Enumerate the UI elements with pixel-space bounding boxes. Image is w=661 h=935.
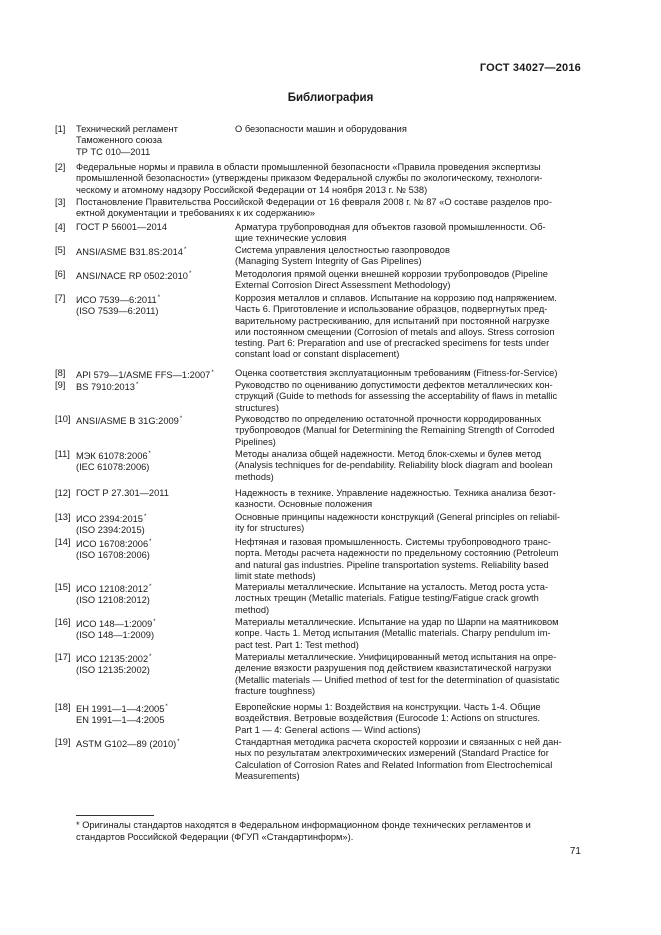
entry-title	[235, 582, 582, 616]
entry-text-line: ческому и атомному надзору Российской Федерации от 14 ноября 2013 г. № 538)	[76, 184, 428, 195]
entry-standard	[76, 124, 232, 158]
entry-title	[235, 368, 582, 379]
entry-title	[235, 245, 582, 268]
entry-title-line: Основные принципы надежности конструкций (General principles on reliabil-	[235, 512, 561, 522]
footnote-line: * Оригиналы стандартов находятся в Федеральном информационном фонде технических регламентов и	[76, 820, 531, 830]
standard-designation: (ISO 7539—6:2011)	[76, 306, 159, 317]
standard-designation: (ISO 148—1:2009)	[76, 630, 155, 641]
footnote-marker: *	[157, 295, 161, 301]
entry-title-line: methods)	[235, 471, 274, 482]
entry-title-line: О безопасности машин и оборудования	[235, 124, 407, 134]
standard-designation: Технический регламент	[76, 124, 178, 134]
entry-title-line: казности. Основные положения	[235, 499, 373, 510]
standard-designation: BS 7910:2013	[76, 382, 135, 393]
entry-number: [18]	[55, 702, 71, 712]
entry-title-line: Part 1 — 4: General actions — Wind actions)	[235, 724, 421, 735]
standard-designation: EN 1991—1—4:2005	[76, 715, 165, 726]
entry-title	[235, 537, 582, 582]
entry-title-line: (Metallic materials — Unified method of test for the determination of quasistatic	[235, 674, 560, 685]
footnote-marker: *	[165, 704, 168, 710]
footnote-marker: *	[179, 416, 183, 422]
entry-number: [16]	[55, 617, 71, 627]
entry-title-line: structures)	[235, 402, 279, 413]
standard-designation: ANSI/ASME B 31G:2009	[76, 416, 179, 427]
entry-title-line: Материалы металлические. Унифицированный метод испытания на опре-	[235, 652, 557, 662]
entry-title-line: порта. Методы расчета надежности по предельному состоянию (Petroleum	[235, 548, 559, 559]
entry-title-line: Руководство по определению остаточной прочности корродированных	[235, 414, 542, 424]
document-code: ГОСТ 34027—2016	[479, 62, 581, 74]
entry-standard	[76, 488, 232, 499]
entry-title	[235, 488, 582, 511]
entry-number: [9]	[55, 380, 66, 390]
entry-standard	[76, 222, 232, 233]
standard-designation: ТР ТС 010—2011	[76, 146, 151, 157]
standard-designation: Таможенного союза	[76, 135, 162, 146]
standard-designation: ИСО 12108:2012	[76, 584, 149, 595]
entry-number: [1]	[55, 124, 66, 134]
footnote-marker: *	[153, 619, 156, 625]
entry-standard	[76, 617, 232, 642]
entry-title	[235, 124, 582, 135]
standard-designation: ИСО 7539—6:2011	[76, 295, 157, 306]
entry-title-line: варительному растрескиванию, для испытаний при постоянной нагрузке	[235, 315, 550, 326]
entry-title-line: воздействия. Ветровые воздействия (Eurocode 1: Actions on structures.	[235, 713, 541, 724]
entry-title-line: Европейские нормы 1: Воздействия на конструкции. Часть 1-4. Общие	[235, 702, 541, 712]
entry-number: [4]	[55, 222, 66, 232]
entry-title-line: копре. Часть 1. Метод испытания (Metallic materials. Charpy pendulum im-	[235, 628, 551, 639]
entry-title-line: Pipelines)	[235, 436, 276, 447]
footnote-marker: *	[149, 539, 152, 545]
standard-designation: (ISO 2394:2015)	[76, 525, 145, 536]
entry-title-line: and natural gas industries. Pipeline transportation systems. Reliability based	[235, 559, 549, 570]
entry-text-line: Федеральные нормы и правила в области промышленной безопасности «Правила проведения экспертизы	[76, 162, 541, 172]
entry-title-line: (Managing System Integrity of Gas Pipelines)	[235, 256, 422, 267]
entry-title-line: Методы анализа общей надежности. Метод блок-схемы и булев метод	[235, 449, 542, 459]
standard-designation: (ISO 16708:2006)	[76, 550, 150, 561]
entry-title-line: Стандартная методика расчета скоростей коррозии и связанных с ней дан-	[235, 737, 562, 747]
entry-title-line: Calculation of Corrosion Rates and Related Information from Electrochemical	[235, 759, 553, 770]
entry-standard	[76, 702, 232, 727]
entry-title-line: Материалы металлические. Испытание на усталость. Метод роста уста-	[235, 582, 549, 592]
page-number: 71	[569, 846, 581, 857]
standard-designation: (ISO 12108:2012)	[76, 595, 150, 606]
standard-designation: ANSI/NACE RP 0502:2010	[76, 271, 188, 282]
page-title: Библиография	[287, 92, 374, 104]
entry-title-line: limit state methods)	[235, 570, 316, 581]
footnote-marker: *	[135, 382, 139, 388]
entry-text-line: Постановление Правительства Российской Федерации от 16 февраля 2008 г. № 87 «О составе разделов про-	[76, 197, 552, 207]
entry-title	[235, 737, 582, 782]
entry-title	[235, 512, 582, 535]
entry-title-line: лостных трещин (Metallic materials. Fatigue testing/Fatigue crack growth	[235, 593, 539, 604]
standard-designation: ГОСТ Р 27.301—2011	[76, 488, 169, 498]
entry-title	[235, 652, 582, 697]
entry-title-line: Коррозия металлов и сплавов. Испытание на коррозию под напряжением.	[235, 293, 557, 303]
footnote-marker: *	[183, 247, 187, 253]
entry-standard	[76, 293, 232, 318]
entry-title	[235, 702, 582, 736]
entry-number: [12]	[55, 488, 71, 498]
entry-title-line: трубопроводов (Manual for Determining the Remaining Strength of Corroded	[235, 425, 555, 436]
entry-title-line: pact test. Part 1: Test method)	[235, 639, 359, 650]
entry-title	[235, 293, 582, 361]
entry-title	[235, 380, 582, 414]
entry-number: [17]	[55, 652, 71, 662]
entry-number: [14]	[55, 537, 71, 547]
standard-designation: ЕН 1991—1—4:2005	[76, 704, 165, 715]
entry-title	[235, 269, 582, 292]
entry-title-line: Оценка соответствия эксплуатационным требованиям (Fitness-for-Service)	[235, 368, 558, 378]
entry-text-line: ектной документации и требованиях к их содержанию»	[76, 208, 316, 219]
entry-title-line: (Analysis techniques for de-pendability. Reliability block diagram and boolean	[235, 460, 553, 471]
standard-designation: ИСО 2394:2015	[76, 514, 143, 525]
entry-title-line: fracture toughness)	[235, 685, 316, 696]
standard-designation: ИСО 12135:2002	[76, 654, 149, 665]
entry-title-line: Арматура трубопроводная для объектов газовой промышленности. Об-	[235, 222, 546, 232]
entry-title-line: Система управления целостностью газопроводов	[235, 245, 450, 255]
entry-title	[235, 222, 582, 245]
entry-title-line: деление вязкости разрушения под действием квазистатической нагрузки	[235, 663, 552, 674]
entry-number: [2]	[55, 162, 66, 172]
entry-number: [10]	[55, 414, 71, 424]
standard-designation: ИСО 148—1:2009	[76, 619, 153, 630]
footnote-divider	[76, 815, 154, 816]
entry-title-line: method)	[235, 604, 270, 615]
entry-number: [5]	[55, 245, 66, 255]
entry-title-line: ity for structures)	[235, 523, 305, 534]
standard-designation: ASTM G102—89 (2010)	[76, 739, 177, 750]
footnote-marker: *	[149, 654, 152, 660]
standard-designation: ANSI/ASME B31.8S:2014	[76, 247, 183, 258]
entry-standard	[76, 582, 232, 607]
entry-number: [3]	[55, 197, 66, 207]
standard-designation: ИСО 16708:2006	[76, 539, 149, 550]
entry-standard	[76, 652, 232, 677]
standard-designation: API 579—1/ASME FFS—1:2007	[76, 370, 211, 381]
footnote-marker: *	[143, 514, 147, 520]
footnote-marker: *	[177, 739, 180, 745]
standard-designation: (IEC 61078:2006)	[76, 462, 150, 473]
entry-standard	[76, 512, 232, 537]
entry-title-line: Нефтяная и газовая промышленность. Системы трубопроводного транс-	[235, 537, 551, 547]
standard-designation: (ISO 12135:2002)	[76, 665, 150, 676]
entry-title-line: или постоянном смещении (Corrosion of metals and alloys. Stress corrosion	[235, 326, 555, 337]
standard-designation: ГОСТ Р 56001—2014	[76, 222, 168, 232]
footnote-marker: *	[149, 584, 152, 590]
entry-title-line: струкций (Guide to methods for assessing the acceptability of flaws in metallic	[235, 391, 558, 402]
footnote-marker: *	[188, 271, 192, 277]
entry-title-line: ных по результатам электрохимических измерений (Standard Practice for	[235, 748, 549, 759]
entry-title-line: Руководство по оцениванию допустимости дефектов металлических кон-	[235, 380, 553, 390]
entry-title-line: Материалы металлические. Испытание на удар по Шарпи на маятниковом	[235, 617, 559, 627]
entry-text	[76, 197, 582, 220]
entry-title	[235, 617, 582, 651]
entry-standard	[76, 414, 232, 427]
entry-title-line: testing. Part 6: Preparation and use of precracked specimens for tests under	[235, 338, 550, 348]
entry-number: [6]	[55, 269, 66, 279]
entry-title-line: Часть 6. Приготовление и использование образцов, подвергнутых пред-	[235, 304, 548, 315]
entry-number: [7]	[55, 293, 66, 303]
entry-title-line: constant load or constant displacement)	[235, 349, 400, 360]
entry-title-line: щие технические условия	[235, 233, 347, 244]
entry-standard	[76, 245, 232, 258]
entry-number: [8]	[55, 368, 66, 378]
entry-text	[76, 162, 582, 196]
entry-number: [13]	[55, 512, 71, 522]
footnote-line: стандартов Российской Федерации (ФГУП «Стандартинформ»).	[76, 831, 354, 842]
entry-standard	[76, 537, 232, 562]
entry-standard	[76, 449, 232, 474]
footnote-marker: *	[148, 451, 151, 457]
entry-standard	[76, 380, 232, 393]
entry-title	[235, 449, 582, 483]
entry-number: [11]	[55, 449, 70, 459]
entry-number: [19]	[55, 737, 71, 747]
entry-standard	[76, 737, 232, 750]
entry-standard	[76, 269, 232, 282]
entry-title-line: Надежность в технике. Управление надежностью. Техника анализа безот-	[235, 488, 556, 498]
entry-title-line: Методология прямой оценки внешней коррозии трубопроводов (Pipeline	[235, 269, 548, 279]
entry-text-line: промышленной безопасности» (утверждены приказом Федеральной службы по экологическому, технологи-	[76, 173, 543, 184]
standard-designation: МЭК 61078:2006	[76, 451, 148, 462]
entry-title-line: External Corrosion Direct Assessment Methodology)	[235, 280, 451, 291]
entry-title-line: Measurements)	[235, 770, 300, 781]
entry-title	[235, 414, 582, 448]
footnote-marker: *	[211, 370, 214, 376]
footnote	[76, 820, 582, 843]
entry-number: [15]	[55, 582, 71, 592]
